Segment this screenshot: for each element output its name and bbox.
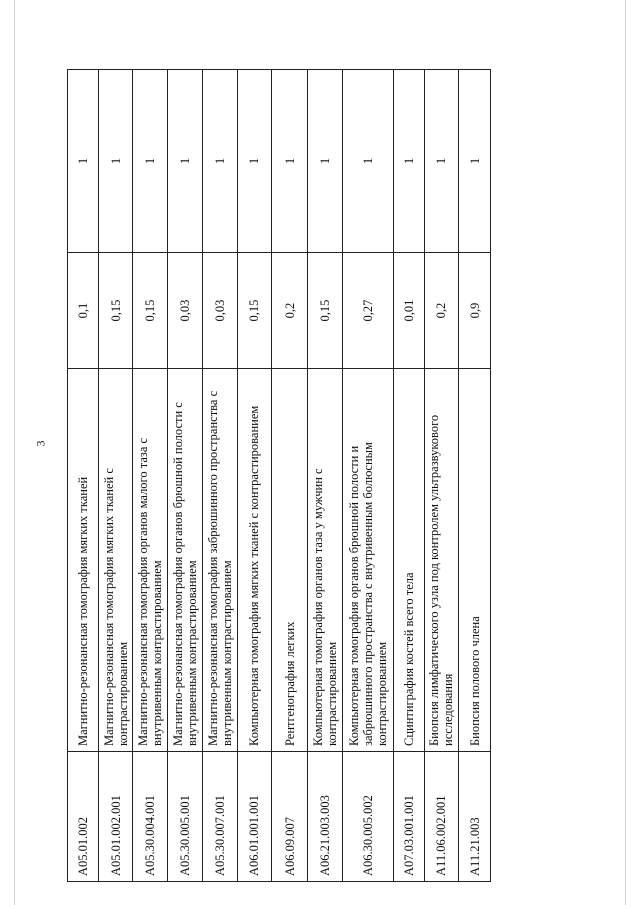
multiplicity-cell: 1 <box>98 70 133 253</box>
table-row <box>68 70 99 882</box>
frequency-cell: 0,03 <box>202 253 237 369</box>
service-code-cell: A05.30.005.001 <box>168 752 203 882</box>
frequency-cell: 0,01 <box>393 253 424 369</box>
service-code-cell: A05.01.002 <box>68 752 99 882</box>
frequency-cell: 0,2 <box>424 253 459 369</box>
multiplicity-cell: 1 <box>393 70 424 253</box>
service-name-cell: Биопсия лимфатического узла под контролем ультразвукового исследования <box>424 369 459 752</box>
service-name-cell: Компьютерная томография мягких тканей с контрастированием <box>237 369 272 752</box>
frequency-cell: 0,15 <box>98 253 133 369</box>
multiplicity-cell: 1 <box>133 70 168 253</box>
service-name-cell: Магнитно-резонансная томография забрюшинного пространства с внутривенным контрастированием <box>202 369 237 752</box>
table-row <box>459 70 491 882</box>
service-name-cell: Рентгенография легких <box>272 369 308 752</box>
service-name-cell: Магнитно-резонансная томография органов малого таза с внутривенным контрастированием <box>133 369 168 752</box>
service-name-cell: Магнитно-резонансная томография мягких тканей <box>68 369 99 752</box>
service-name-cell: Магнитно-резонансная томография органов брюшной полости с внутривенным контрастированием <box>168 369 203 752</box>
multiplicity-cell: 1 <box>459 70 491 253</box>
frequency-cell: 0,9 <box>459 253 491 369</box>
table-row <box>202 70 237 882</box>
frequency-cell: 0,27 <box>342 253 393 369</box>
frequency-cell: 0,1 <box>68 253 99 369</box>
page-edge-right <box>625 0 626 905</box>
frequency-cell: 0,2 <box>272 253 308 369</box>
multiplicity-cell: 1 <box>168 70 203 253</box>
page-edge-left <box>14 0 15 905</box>
service-code-cell: A07.03.001.001 <box>393 752 424 882</box>
service-code-cell: A06.30.005.002 <box>342 752 393 882</box>
service-name-cell: Компьютерная томография органов брюшной полости и забрюшинного пространства с внутривенным болюсным контрастированием <box>342 369 393 752</box>
page-number: 3 <box>33 440 48 447</box>
service-code-cell: A06.21.003.003 <box>308 752 343 882</box>
table-row <box>272 70 308 882</box>
table-row <box>237 70 272 882</box>
frequency-cell: 0,15 <box>133 253 168 369</box>
frequency-cell: 0,15 <box>308 253 343 369</box>
multiplicity-cell: 1 <box>68 70 99 253</box>
table-row <box>168 70 203 882</box>
service-name-cell: Сцинтиграфия костей всего тела <box>393 369 424 752</box>
multiplicity-cell: 1 <box>202 70 237 253</box>
table-row <box>424 70 459 882</box>
service-code-cell: A06.09.007 <box>272 752 308 882</box>
frequency-cell: 0,15 <box>237 253 272 369</box>
service-name-cell: Биопсия полового члена <box>459 369 491 752</box>
table-row <box>342 70 393 882</box>
services-table <box>67 69 491 882</box>
service-code-cell: A06.01.001.001 <box>237 752 272 882</box>
multiplicity-cell: 1 <box>342 70 393 253</box>
service-name-cell: Компьютерная томография органов таза у мужчин с контрастированием <box>308 369 343 752</box>
table-row <box>308 70 343 882</box>
service-code-cell: A05.30.004.001 <box>133 752 168 882</box>
multiplicity-cell: 1 <box>272 70 308 253</box>
multiplicity-cell: 1 <box>237 70 272 253</box>
service-code-cell: A05.01.002.001 <box>98 752 133 882</box>
service-code-cell: A05.30.007.001 <box>202 752 237 882</box>
services-table-wrapper <box>67 70 491 882</box>
table-row <box>133 70 168 882</box>
table-row <box>393 70 424 882</box>
multiplicity-cell: 1 <box>424 70 459 253</box>
table-row <box>98 70 133 882</box>
service-code-cell: A11.21.003 <box>459 752 491 882</box>
service-name-cell: Магнитно-резонансная томография мягких тканей с контрастированием <box>98 369 133 752</box>
service-code-cell: A11.06.002.001 <box>424 752 459 882</box>
multiplicity-cell: 1 <box>308 70 343 253</box>
frequency-cell: 0,03 <box>168 253 203 369</box>
